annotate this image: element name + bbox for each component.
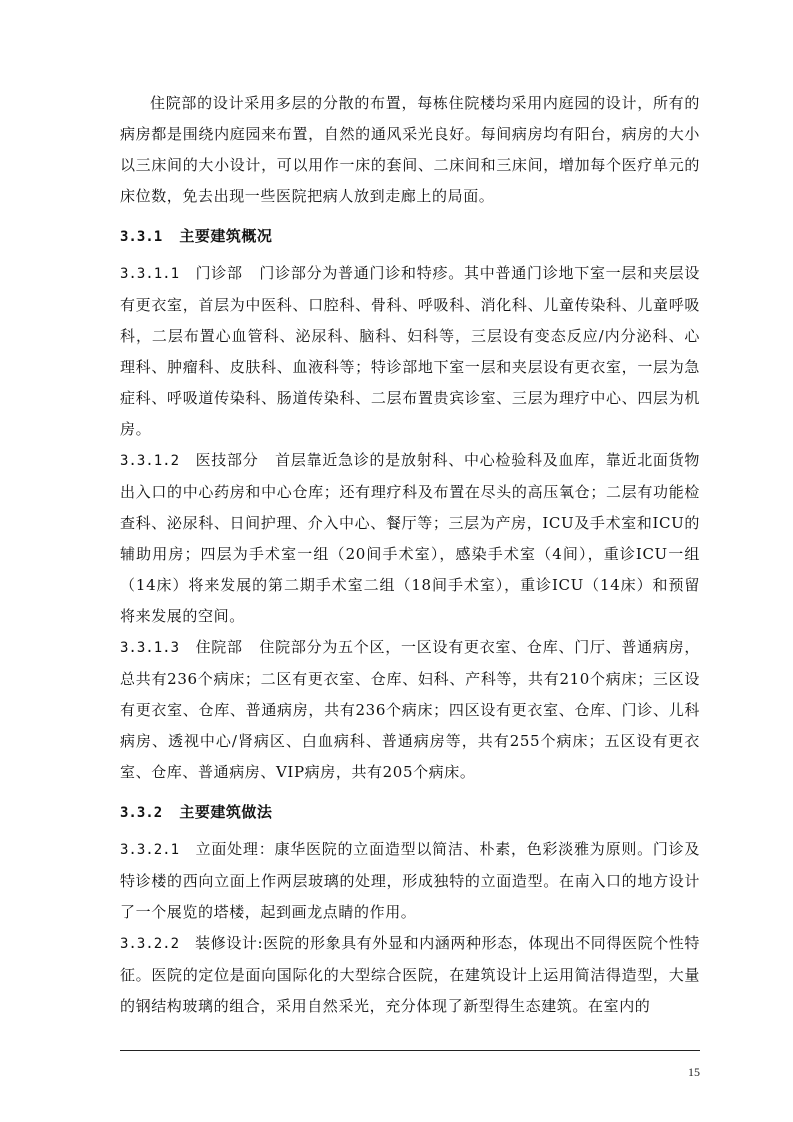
item-label: 住院部 bbox=[195, 638, 243, 656]
item-number: 3.3.1.1 bbox=[120, 266, 180, 282]
paragraph-3-3-2-1 bbox=[120, 834, 700, 928]
section-heading-3-3-1 bbox=[120, 226, 700, 247]
item-label: 装修设计: bbox=[195, 934, 264, 952]
paragraph-3-3-1-3 bbox=[120, 632, 700, 788]
item-text: 门诊部分为普通门诊和特疹。其中普通门诊地下室一层和夹层设有更衣室，首层为中医科、口腔科、骨科、呼吸科、消化科、儿童传染科、儿童呼吸科，二层布置心血管科、泌尿科、脑科、妇科等，三层设有变态反应/内分泌科、心理科、肿瘤科、皮肤科、血液科等；特诊部地下室一层和夹层设有更衣室，一层为急症科、呼吸道传染科、肠道传染科、二层布置贵宾诊室、三层为理疗中心、四层为机房。 bbox=[120, 264, 701, 438]
item-number: 3.3.1.3 bbox=[120, 640, 180, 656]
item-label: 立面处理： bbox=[195, 840, 275, 858]
item-label: 医技部分 bbox=[195, 451, 259, 469]
item-number: 3.3.2.1 bbox=[120, 842, 180, 858]
item-number: 3.3.2.2 bbox=[120, 936, 180, 952]
item-number: 3.3.1.2 bbox=[120, 453, 180, 469]
page-number: 15 bbox=[688, 1065, 700, 1079]
item-text: 住院部分为五个区，一区设有更衣室、仓库、门厅、普通病房，总共有236个病床；二区有更衣室、仓库、妇科、产科等，共有210个病床；三区设有更衣室、仓库、普通病房，共有236个病床；四区设有更衣室、仓库、门诊、儿科病房、透视中心/肾病区、白血病科、普通病房等，共有255个病床；五区设有更衣室、仓库、普通病房、VIP病房，共有205个病床。 bbox=[120, 638, 701, 781]
footer-divider bbox=[120, 1050, 700, 1051]
paragraph-3-3-2-2 bbox=[120, 928, 700, 1022]
item-text: 首层靠近急诊的是放射科、中心检验科及血库，靠近北面货物出入口的中心药房和中心仓库；还有理疗科及布置在尽头的高压氧仓；二层有功能检查科、泌尿科、日间护理、介入中心、餐厅等；三层为产房，ICU及手术室和ICU的辅助用房；四层为手术室一组（20间手术室），感染手术室（4间），重诊ICU一组（14床）将来发展的第二期手术室二组（18间手术室），重诊ICU（14床）和预留将来发展的空间。 bbox=[120, 451, 701, 625]
page-content bbox=[120, 88, 700, 1022]
section-title: 主要建筑做法 bbox=[179, 803, 273, 821]
item-text: 康华医院的立面造型以简洁、朴素，色彩淡雅为原则。门诊及特诊楼的西向立面上作两层玻璃的处理，形成独特的立面造型。在南入口的地方设计了一个展览的塔楼，起到画龙点睛的作用。 bbox=[120, 840, 700, 921]
section-title: 主要建筑概况 bbox=[179, 227, 273, 245]
section-number: 3.3.1 bbox=[120, 229, 163, 245]
item-label: 门诊部 bbox=[195, 264, 243, 282]
item-text: 医院的形象具有外显和内涵两种形态，体现出不同得医院个性特征。医院的定位是面向国际化的大型综合医院，在建筑设计上运用简洁得造型，大量的钢结构玻璃的组合，采用自然采光，充分体现了新型得生态建筑。在室内的 bbox=[120, 934, 700, 1015]
paragraph-3-3-1-2 bbox=[120, 445, 700, 632]
section-number: 3.3.2 bbox=[120, 805, 163, 821]
intro-paragraph: 住院部的设计采用多层的分散的布置，每栋住院楼均采用内庭园的设计，所有的病房都是围绕内庭园来布置，自然的通风采光良好。每间病房均有阳台，病房的大小以三床间的大小设计，可以用作一床的套间、二床间和三床间，增加每个医疗单元的床位数，免去出现一些医院把病人放到走廊上的局面。 bbox=[120, 94, 700, 205]
paragraph-3-3-1-1 bbox=[120, 258, 700, 445]
section-heading-3-3-2 bbox=[120, 802, 700, 823]
